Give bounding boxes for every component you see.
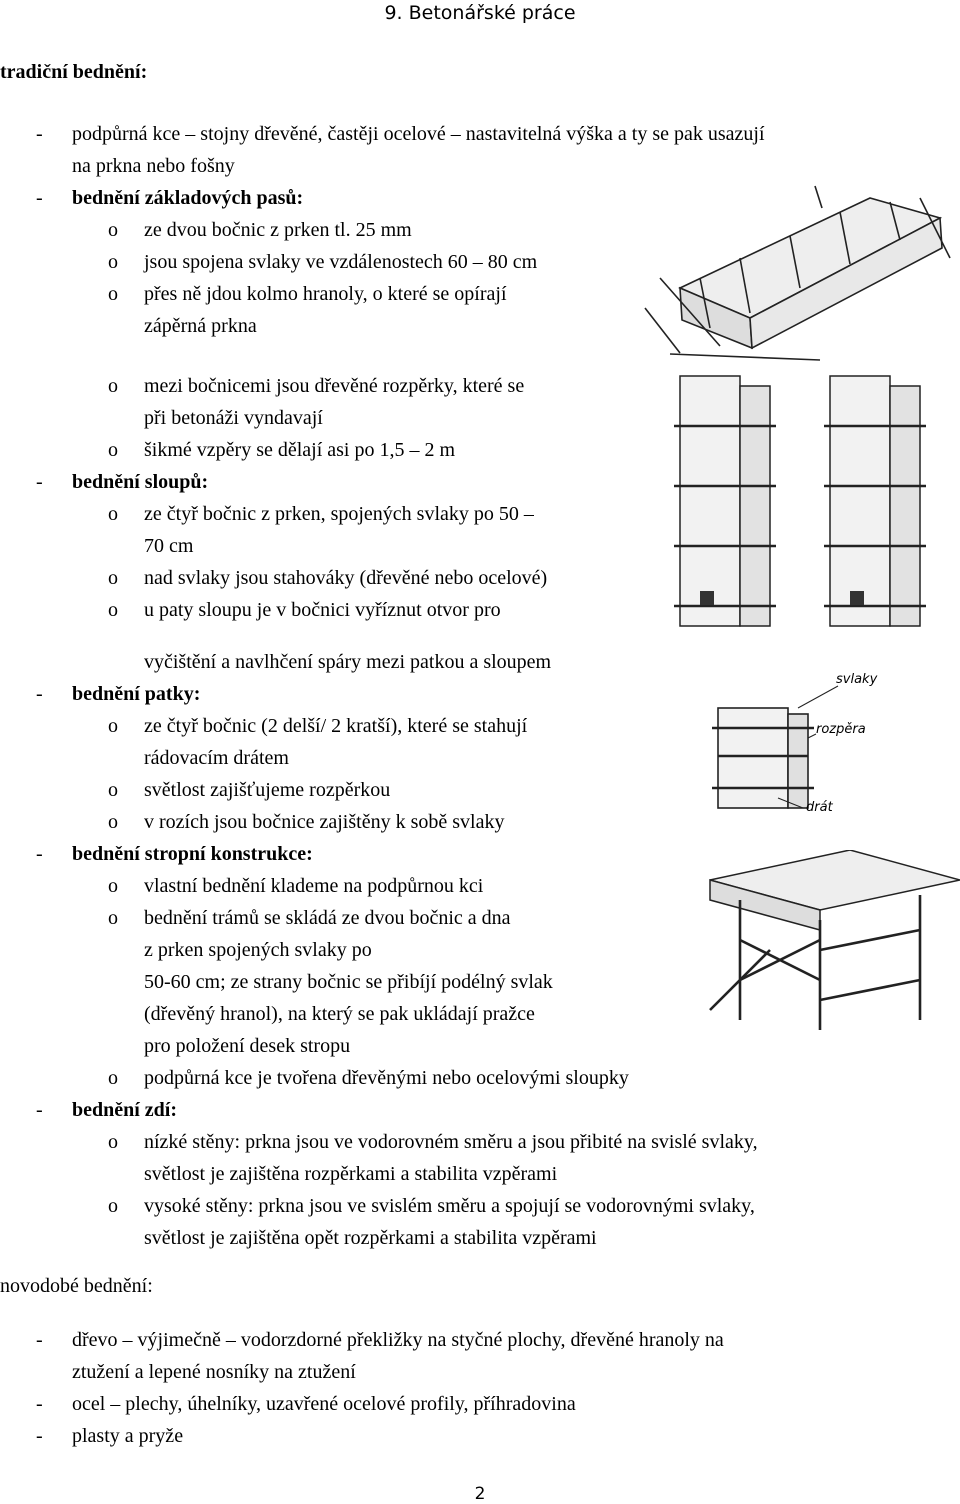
page-header: 9. Betonářské práce xyxy=(384,2,576,24)
list-bullet: o xyxy=(108,219,118,241)
list-bullet: o xyxy=(108,811,118,833)
text-line: světlost zajišťujeme rozpěrkou xyxy=(144,779,391,801)
figure-strip-foundation xyxy=(640,178,960,364)
text-line: tradiční bednění: xyxy=(0,61,148,83)
label-rozpera: rozpěra xyxy=(816,722,866,737)
text-line: ztužení a lepené nosníky na ztužení xyxy=(72,1361,356,1383)
text-line: zápěrná prkna xyxy=(144,315,257,337)
text-line: plasty a pryže xyxy=(72,1425,184,1447)
list-dash: - xyxy=(36,1393,43,1415)
list-bullet: o xyxy=(108,251,118,273)
text-line: u paty sloupu je v bočnici vyříznut otvor pro xyxy=(144,599,501,621)
text-line: ocel – plechy, úhelníky, uzavřené ocelové profily, příhradovina xyxy=(72,1393,576,1415)
list-bullet: o xyxy=(108,1131,118,1153)
page-number: 2 xyxy=(474,1484,486,1504)
text-line: podpůrná kce je tvořena dřevěnými nebo ocelovými sloupky xyxy=(144,1067,629,1089)
text-line: vyčištění a navlhčení spáry mezi patkou a sloupem xyxy=(144,651,552,673)
text-line: (dřevěný hranol), na který se pak ukládají pražce xyxy=(144,1003,535,1025)
label-drat: drát xyxy=(806,800,833,815)
list-bullet: o xyxy=(108,375,118,397)
list-dash: - xyxy=(36,123,43,145)
text-line: ze dvou bočnic z prken tl. 25 mm xyxy=(144,219,412,241)
list-bullet: o xyxy=(108,1067,118,1089)
list-bullet: o xyxy=(108,875,118,897)
text-line: bednění základových pasů: xyxy=(72,187,304,209)
text-line: pro položení desek stropu xyxy=(144,1035,351,1057)
text-line: na prkna nebo fošny xyxy=(72,155,235,177)
text-line: nízké stěny: prkna jsou ve vodorovném směru a jsou přibité na svislé svlaky, xyxy=(144,1131,758,1153)
text-line: ze čtyř bočnic z prken, spojených svlaky po 50 – xyxy=(144,503,534,525)
text-line: bednění patky: xyxy=(72,683,201,705)
list-bullet: o xyxy=(108,715,118,737)
text-line: bednění zdí: xyxy=(72,1099,178,1121)
text-line: podpůrná kce – stojny dřevěné, častěji ocelové – nastavitelná výška a ty se pak usazují xyxy=(72,123,765,145)
figure-footing-formwork xyxy=(698,668,918,822)
text-line: v rozích jsou bočnice zajištěny k sobě svlaky xyxy=(144,811,505,833)
list-bullet: o xyxy=(108,567,118,589)
text-line: z prken spojených svlaky po xyxy=(144,939,372,961)
text-line: dřevo – výjimečně – vodorzdorné překližky na styčné plochy, dřevěné hranoly na xyxy=(72,1329,724,1351)
text-line: vysoké stěny: prkna jsou ve svislém směru a spojují se vodorovnými svlaky, xyxy=(144,1195,755,1217)
list-dash: - xyxy=(36,471,43,493)
list-bullet: o xyxy=(108,599,118,621)
list-dash: - xyxy=(36,1099,43,1121)
list-dash: - xyxy=(36,843,43,865)
text-line: bednění trámů se skládá ze dvou bočnic a dna xyxy=(144,907,511,929)
text-line: bednění sloupů: xyxy=(72,471,209,493)
text-line: 50-60 cm; ze strany bočnic se přibíjí podélný svlak xyxy=(144,971,553,993)
text-line: ze čtyř bočnic (2 delší/ 2 kratší), které se stahují xyxy=(144,715,528,737)
text-line: světlost je zajištěna opět rozpěrkami a stabilita vzpěrami xyxy=(144,1227,597,1249)
text-line: bednění stropní konstrukce: xyxy=(72,843,313,865)
label-svlaky: svlaky xyxy=(836,672,878,687)
text-line: novodobé bednění: xyxy=(0,1275,153,1297)
list-bullet: o xyxy=(108,1195,118,1217)
list-bullet: o xyxy=(108,779,118,801)
list-bullet: o xyxy=(108,907,118,929)
text-line: při betonáži vyndavají xyxy=(144,407,323,429)
text-line: mezi bočnicemi jsou dřevěné rozpěrky, které se xyxy=(144,375,525,397)
list-dash: - xyxy=(36,1425,43,1447)
list-dash: - xyxy=(36,683,43,705)
list-bullet: o xyxy=(108,439,118,461)
list-bullet: o xyxy=(108,503,118,525)
list-dash: - xyxy=(36,1329,43,1351)
text-line: 70 cm xyxy=(144,535,194,557)
text-line: přes ně jdou kolmo hranoly, o které se opírají xyxy=(144,283,507,305)
text-line: šikmé vzpěry se dělají asi po 1,5 – 2 m xyxy=(144,439,456,461)
text-line: nad svlaky jsou stahováky (dřevěné nebo ocelové) xyxy=(144,567,548,589)
list-dash: - xyxy=(36,187,43,209)
text-line: rádovacím drátem xyxy=(144,747,289,769)
list-bullet: o xyxy=(108,283,118,305)
figure-ceiling-formwork xyxy=(670,850,960,1032)
text-line: jsou spojena svlaky ve vzdálenostech 60 – 80 cm xyxy=(144,251,538,273)
figure-column-formwork xyxy=(650,366,960,638)
text-line: vlastní bednění klademe na podpůrnou kci xyxy=(144,875,484,897)
text-line: světlost je zajištěna rozpěrkami a stabilita vzpěrami xyxy=(144,1163,558,1185)
